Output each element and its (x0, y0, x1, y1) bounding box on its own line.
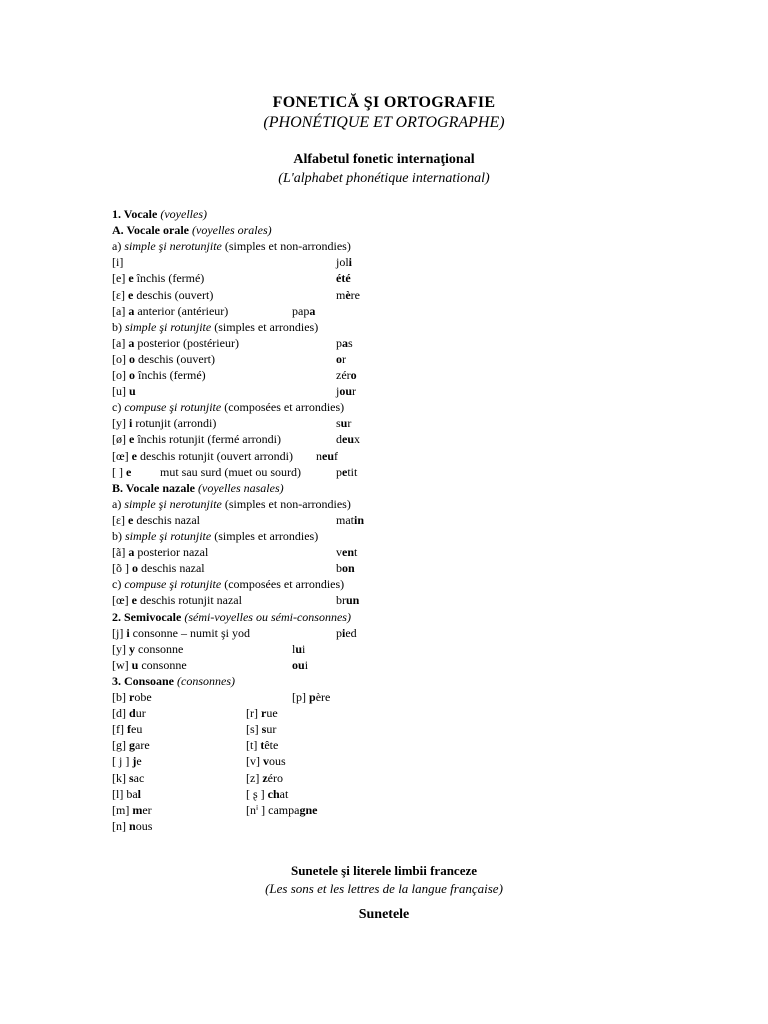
table-row-cell (336, 351, 346, 367)
text-run: mut sau surd (muet ou sourd) (160, 464, 301, 479)
text-run: b) (112, 319, 125, 334)
text-run: a (342, 335, 348, 350)
table-row-cell (336, 464, 357, 480)
text-run: m (336, 287, 346, 302)
text-run: posterior nazal (134, 545, 209, 560)
text-run: posterior (postérieur) (134, 335, 239, 350)
text-run: e (136, 754, 142, 769)
text-run: [ɛ] (112, 287, 129, 302)
text-run: o (132, 561, 138, 576)
table-row-cell (112, 254, 123, 270)
table-row-cell (336, 592, 359, 608)
text-run: s (336, 416, 341, 431)
text-run: e (128, 271, 134, 286)
text-run: [t] (246, 738, 261, 753)
text-run: ous (135, 818, 153, 833)
table-row-cell (112, 206, 207, 222)
text-run: a) (112, 496, 125, 511)
text-run: închis (fermé) (135, 368, 206, 382)
text-run: t (354, 545, 358, 560)
table-row-cell (112, 592, 242, 608)
text-run: r (347, 416, 352, 431)
text-run: [f] (112, 722, 127, 737)
section-subtitle: (L'alphabet phonétique international) (278, 171, 490, 186)
text-run: a) (112, 239, 125, 254)
text-run: u (131, 657, 139, 672)
text-run: [m] (112, 802, 133, 817)
table-row-cell (112, 721, 142, 737)
table-row-cell (246, 786, 288, 802)
table-row-cell (112, 544, 208, 560)
text-run: deschis (ouvert) (135, 351, 215, 366)
text-run: (voyelles) (160, 207, 207, 221)
text-run: è (345, 287, 351, 302)
text-run: u (295, 641, 303, 656)
text-run: B. Vocale nazale (112, 480, 198, 495)
text-run: [p] (292, 690, 309, 704)
table-row-cell (112, 287, 213, 303)
text-run: en (342, 545, 354, 560)
table-row-cell (112, 770, 144, 786)
text-run: i (129, 416, 133, 431)
table-row-cell (316, 448, 338, 464)
text-run: n (316, 448, 322, 463)
text-run: [b] (112, 690, 129, 704)
text-run: n (129, 818, 136, 833)
text-run: eu (131, 722, 143, 737)
text-run: [ɛ] (112, 512, 129, 527)
page-title: FONETICĂ ŞI ORTOGRAFIE (272, 94, 496, 111)
text-run: ous (269, 754, 286, 769)
text-run: l (137, 786, 141, 801)
table-row-cell (112, 270, 204, 286)
text-run: [a] (112, 303, 129, 318)
table-row-cell (112, 802, 152, 818)
text-run: [ ] (112, 464, 126, 479)
table-row-cell (112, 818, 152, 834)
text-run: deschis rotunjit nazal (137, 593, 242, 608)
text-run: obe (134, 690, 152, 704)
text-run: d (336, 432, 342, 447)
text-run: re (350, 287, 360, 302)
text-run: c) (112, 577, 125, 592)
text-run: are (135, 738, 150, 753)
page-subtitle: (PHONÉTIQUE ET ORTOGRAPHE) (263, 114, 505, 131)
table-row-cell (336, 287, 360, 303)
text-run: f (127, 722, 131, 737)
text-run: d (129, 706, 136, 721)
table-row-cell (336, 383, 356, 399)
text-run: deschis nazal (138, 561, 205, 576)
text-run: r (261, 706, 267, 721)
text-run: pap (292, 303, 310, 318)
table-row-cell (336, 254, 352, 270)
text-run: ba (126, 786, 138, 801)
table-row-cell (112, 625, 250, 641)
table-row-cell (112, 560, 205, 576)
text-run: e (126, 464, 132, 479)
table-row-cell (292, 641, 305, 657)
table-row-cell (336, 415, 351, 431)
text-run: f (334, 448, 338, 463)
text-run: p (336, 335, 342, 350)
text-run: simple şi rotunjite (125, 529, 212, 543)
text-run: i (304, 657, 309, 672)
text-run: on (342, 561, 355, 576)
text-run: j (336, 384, 340, 399)
text-run: i (342, 625, 346, 640)
text-run: [d] (112, 706, 129, 721)
text-run: ed (345, 625, 357, 640)
table-row-cell (336, 335, 353, 351)
text-run: ou (339, 384, 353, 399)
text-run: v (336, 545, 342, 560)
table-row-cell (112, 222, 272, 238)
text-run: e (342, 464, 348, 479)
text-run: rotunjit (arrondi) (132, 416, 217, 431)
text-run: a (128, 545, 135, 560)
text-run: (composées et arrondies) (221, 577, 345, 592)
text-run: simple şi nerotunjite (124, 496, 222, 511)
text-run: gne (299, 802, 318, 817)
footer-title: Sunetele şi literele limbii franceze (290, 863, 478, 878)
text-run: br (336, 593, 346, 608)
text-run: g (129, 738, 135, 753)
text-run: jol (336, 255, 349, 270)
text-run: [y] (112, 416, 129, 431)
text-run: p (336, 625, 342, 640)
text-run: ur (266, 722, 277, 737)
text-run: i (348, 255, 353, 270)
text-run: simple şi rotunjite (125, 319, 212, 334)
text-run: 1. Vocale (112, 207, 161, 221)
text-run: [ã] (112, 545, 129, 560)
text-run: eu (322, 448, 334, 463)
table-row-cell (112, 480, 284, 496)
text-run: [k] (112, 770, 129, 785)
text-run: y (129, 641, 135, 656)
text-run: b (336, 561, 342, 576)
table-row-cell (336, 270, 351, 286)
text-run: [ j ] (112, 754, 133, 769)
text-run: A. Vocale orale (112, 223, 192, 238)
table-row-cell (112, 753, 142, 769)
table-row-cell (112, 383, 136, 399)
text-run: o (129, 368, 135, 382)
table-row-cell (112, 399, 344, 415)
text-run: [nⁱ ] campa (246, 802, 300, 817)
text-run: j (132, 754, 137, 769)
table-row-cell (246, 753, 286, 769)
table-row-cell (112, 351, 215, 367)
text-run: er (142, 802, 152, 817)
text-run: e (131, 448, 137, 463)
text-run: închis rotunjit (fermé arrondi) (134, 432, 281, 447)
text-run: a (309, 303, 316, 318)
table-row-cell (292, 689, 330, 705)
section-title: Alfabetul fonetic internaţional (293, 152, 475, 167)
text-run: [ ʂ ] (246, 786, 268, 801)
table-row-cell (112, 496, 351, 512)
table-row-cell (112, 319, 318, 335)
text-run: compuse şi rotunjite (124, 400, 222, 415)
text-run: a (128, 335, 135, 350)
text-run: compuse şi rotunjite (124, 577, 222, 592)
text-run: [s] (246, 722, 262, 737)
text-run: [z] (246, 770, 263, 785)
text-run: r (342, 351, 346, 366)
text-run: p (309, 690, 316, 704)
text-run: ur (135, 706, 146, 721)
text-run: ue (266, 706, 278, 721)
table-row-cell (112, 238, 351, 254)
text-run: b) (112, 529, 125, 543)
text-run: [r] (246, 706, 261, 721)
table-row-cell (112, 705, 146, 721)
text-run: (voyelles nasales) (198, 480, 284, 495)
text-run: t (260, 738, 265, 753)
table-row-cell (112, 786, 141, 802)
text-run: a (128, 303, 135, 318)
text-run: [y] (112, 641, 129, 656)
text-run: ête (264, 738, 279, 753)
table-row-cell (112, 576, 344, 592)
table-row-cell (112, 657, 187, 673)
text-run: [œ] (112, 448, 132, 463)
text-run: 2. Semivocale (112, 609, 185, 624)
text-run: o (350, 368, 357, 382)
table-row-cell (246, 705, 278, 721)
text-run: [g] (112, 738, 129, 753)
text-run: at (279, 786, 289, 801)
table-row-cell (112, 431, 281, 447)
text-run: consonne (138, 657, 187, 672)
footer-subtitle: (Les sons et les lettres de la langue française) (265, 881, 503, 896)
text-run: închis (fermé) (133, 271, 205, 286)
text-run: e (131, 593, 137, 608)
text-run: [l] (112, 786, 127, 801)
text-run: anterior (antérieur) (134, 303, 229, 318)
text-run: i (126, 625, 130, 640)
text-run: mat (336, 512, 354, 527)
text-run: o (336, 351, 342, 366)
text-run: x (354, 432, 360, 447)
text-run: simple şi nerotunjite (124, 239, 222, 254)
text-run: i (302, 641, 306, 656)
text-run: ch (267, 786, 280, 801)
text-run: ère (315, 690, 331, 704)
table-row-cell (246, 770, 283, 786)
text-run: (consonnes) (177, 673, 235, 688)
text-run: deschis rotunjit (ouvert arrondi) (137, 448, 293, 463)
text-run: s (129, 770, 134, 785)
text-run: o (129, 351, 135, 366)
text-run: e (128, 287, 134, 302)
table-row-cell (336, 560, 355, 576)
text-run: [õ ] (112, 561, 132, 576)
table-row-cell (112, 367, 206, 383)
text-run: (sémi-voyelles ou sémi-consonnes) (184, 609, 351, 624)
text-run: eu (342, 432, 354, 447)
table-row-cell (246, 802, 317, 818)
table-row-cell (336, 544, 357, 560)
text-run: (simples et arrondies) (211, 319, 319, 334)
text-run: (composées et arrondies) (221, 400, 345, 415)
text-run: 3. Consoane (112, 673, 178, 688)
text-run: [e] (112, 271, 129, 286)
text-run: u (129, 384, 136, 399)
table-row-cell (112, 448, 293, 464)
table-row-cell (336, 367, 357, 383)
table-row-cell (112, 303, 228, 319)
text-run: c) (112, 400, 125, 415)
text-run: zér (336, 368, 351, 382)
text-run: (simples et arrondies) (211, 529, 319, 543)
text-run: r (352, 384, 357, 399)
text-run: l (292, 641, 296, 656)
text-run: u (340, 416, 348, 431)
text-run: [i] (112, 255, 124, 270)
text-run: [u] (112, 384, 129, 399)
text-run: p (336, 464, 342, 479)
table-row-cell (112, 415, 216, 431)
text-run: r (129, 690, 135, 704)
text-run: éro (267, 770, 283, 785)
text-run: deschis (ouvert) (133, 287, 214, 302)
table-row-cell (112, 641, 183, 657)
table-row-cell (112, 737, 150, 753)
text-run: ac (133, 770, 145, 785)
text-run: v (263, 754, 269, 769)
text-run: [v] (246, 754, 263, 769)
text-run: ou (292, 657, 305, 672)
table-row-cell (246, 721, 276, 737)
text-run: z (262, 770, 268, 785)
text-run: m (132, 802, 143, 817)
table-row-cell (112, 528, 318, 544)
text-run: s (261, 722, 267, 737)
table-row-cell (336, 625, 357, 641)
text-run: e (128, 512, 134, 527)
text-run: [n] (112, 818, 129, 833)
text-run: (simples et non-arrondies) (221, 496, 351, 511)
text-run: deschis nazal (133, 512, 200, 527)
text-run: [o] (112, 368, 129, 382)
table-row-cell (246, 737, 278, 753)
text-run: in (354, 512, 365, 527)
table-row-cell (112, 689, 152, 705)
text-run: (simples et non-arrondies) (221, 239, 351, 254)
table-row-cell (336, 512, 364, 528)
text-run: (voyelles orales) (192, 223, 272, 238)
text-run: [w] (112, 657, 132, 672)
table-row-cell (336, 431, 360, 447)
table-row-cell (292, 303, 315, 319)
table-row-cell (160, 464, 301, 480)
table-row-cell (112, 335, 239, 351)
text-run: été (336, 271, 351, 286)
footer-heading: Sunetele (358, 907, 410, 922)
text-run: [o] (112, 351, 129, 366)
text-run: [ø] (112, 432, 129, 447)
text-run: un (346, 593, 360, 608)
table-row-cell (112, 464, 131, 480)
text-run: tit (347, 464, 358, 479)
text-run: consonne (135, 641, 184, 656)
text-run: s (348, 335, 353, 350)
table-row-cell (292, 657, 308, 673)
table-row-cell (112, 609, 351, 625)
text-run: e (129, 432, 135, 447)
text-run: [a] (112, 335, 129, 350)
table-row-cell (112, 512, 200, 528)
text-run: [j] (112, 625, 127, 640)
text-run: [œ] (112, 593, 132, 608)
table-row-cell (112, 673, 235, 689)
text-run: consonne – numit şi yod (129, 625, 250, 640)
